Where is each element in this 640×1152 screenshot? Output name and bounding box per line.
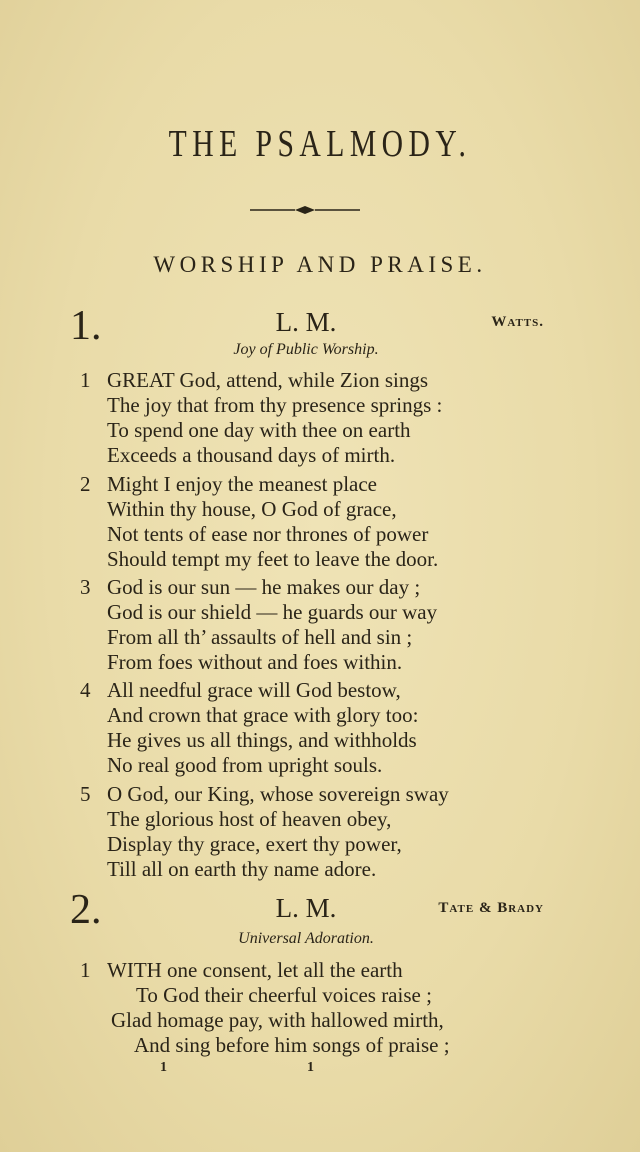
verse-line: GREAT God, attend, while Zion sings bbox=[107, 368, 429, 392]
page-number: 1 bbox=[307, 1060, 314, 1075]
verse-line: He gives us all things, and withholds bbox=[107, 728, 417, 752]
verse-number: 3 bbox=[80, 575, 91, 599]
verse-line: O God, our King, whose sovereign sway bbox=[107, 782, 449, 806]
verse-line: To God their cheerful voices raise ; bbox=[136, 983, 432, 1007]
verse-line: Might I enjoy the meanest place bbox=[107, 472, 377, 496]
hymn-meter: L. M. bbox=[275, 307, 337, 337]
verse-line: From foes without and foes within. bbox=[107, 650, 403, 674]
verse-line: Till all on earth thy name adore. bbox=[107, 857, 377, 881]
hymn-author: Watts. bbox=[491, 314, 544, 330]
hymn-number: 2. bbox=[70, 887, 102, 933]
verse-number: 4 bbox=[80, 678, 91, 702]
verse-line: Display thy grace, exert thy power, bbox=[107, 832, 402, 856]
verse-line: Exceeds a thousand days of mirth. bbox=[107, 443, 396, 467]
hymn-meter: L. M. bbox=[275, 893, 337, 923]
hymn-number: 1. bbox=[70, 303, 102, 349]
verse-line: Glad homage pay, with hallowed mirth, bbox=[111, 1008, 444, 1032]
verse-number: 5 bbox=[80, 782, 91, 806]
verse-line: Should tempt my feet to leave the door. bbox=[107, 547, 439, 571]
verse-number: 2 bbox=[80, 472, 91, 496]
verse-line: From all th’ assaults of hell and sin ; bbox=[107, 625, 413, 649]
verse-number: 1 bbox=[80, 958, 91, 982]
signature-mark: 1 bbox=[160, 1060, 167, 1075]
verse-line: God is our shield — he guards our way bbox=[107, 600, 438, 624]
verse-line: Within thy house, O God of grace, bbox=[107, 497, 397, 521]
verse-line: All needful grace will God bestow, bbox=[107, 678, 401, 702]
verse-number: 1 bbox=[80, 368, 91, 392]
verse-line: And sing before him songs of praise ; bbox=[134, 1033, 450, 1057]
section-heading: WORSHIP AND PRAISE. bbox=[153, 252, 487, 277]
hymn-subtitle: Joy of Public Worship. bbox=[233, 341, 379, 358]
verse-line: WITH one consent, let all the earth bbox=[107, 958, 403, 982]
hymn-subtitle: Universal Adoration. bbox=[238, 930, 374, 947]
verse-line: Not tents of ease nor thrones of power bbox=[107, 522, 429, 546]
hymn-author: Tate & Brady bbox=[438, 900, 544, 916]
verse-line: The glorious host of heaven obey, bbox=[107, 807, 392, 831]
verse-line: And crown that grace with glory too: bbox=[107, 703, 419, 727]
verse-line: God is our sun — he makes our day ; bbox=[107, 575, 421, 599]
verse-line: The joy that from thy presence springs : bbox=[107, 393, 443, 417]
verse-line: To spend one day with thee on earth bbox=[107, 418, 411, 442]
page-title: THE PSALMODY. bbox=[168, 123, 472, 165]
rule-with-diamond-icon bbox=[250, 203, 360, 217]
verse-line: No real good from upright souls. bbox=[107, 753, 383, 777]
